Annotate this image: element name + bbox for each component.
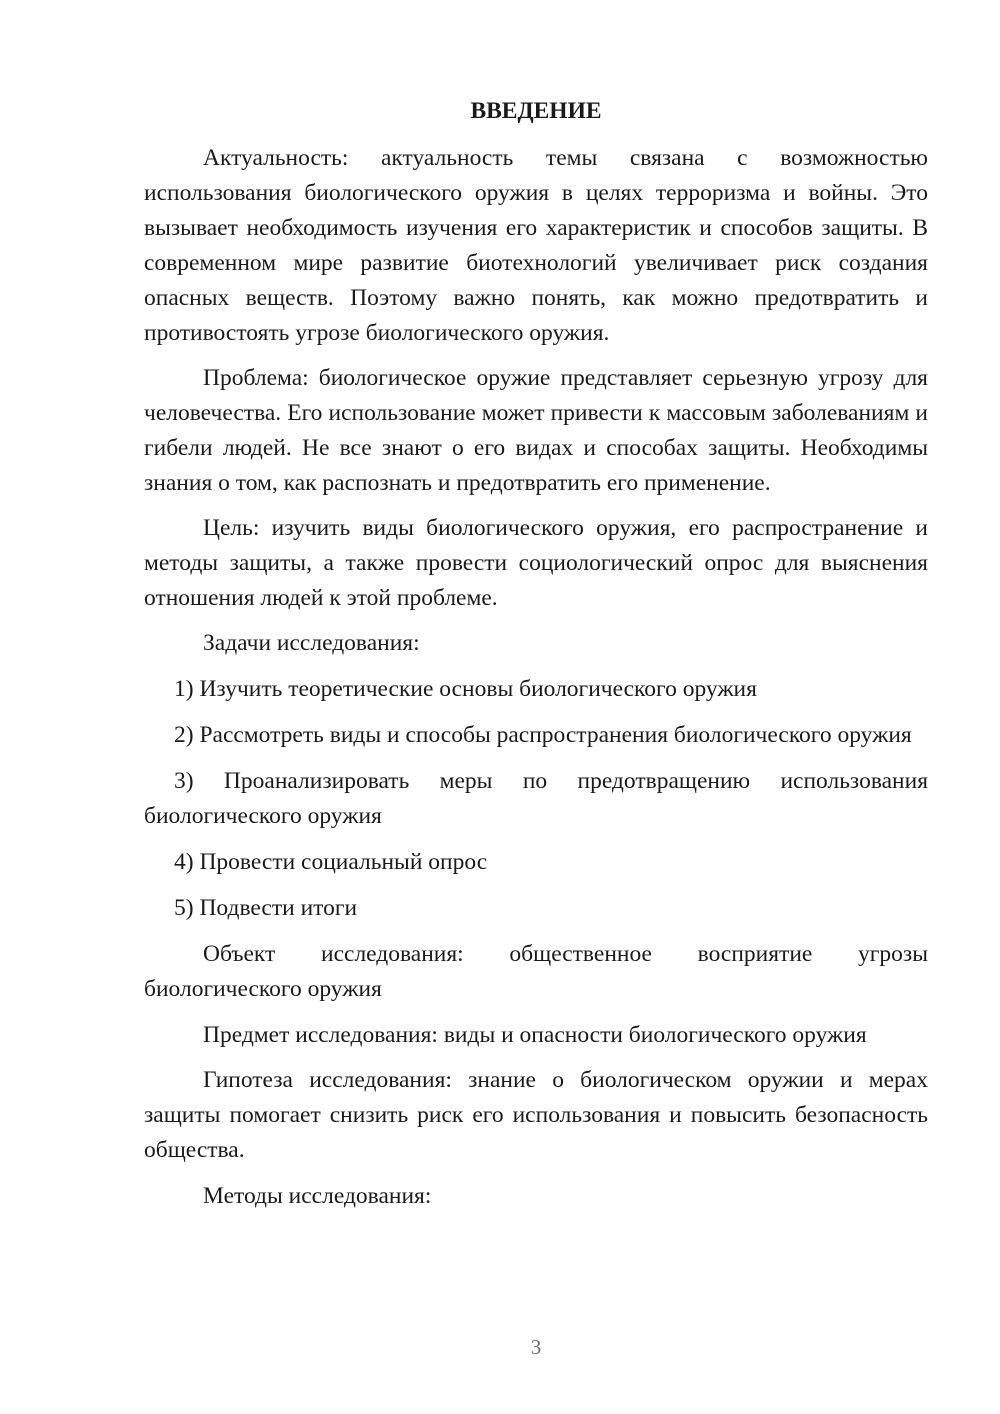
hypothesis-paragraph: Гипотеза исследования: знание о биологическом оружии и мерах защиты помогает снизить риск его использования и повысить безопасность общества. bbox=[144, 1067, 928, 1163]
problem-paragraph: Проблема: биологическое оружие представляет серьезную угрозу для человечества. Его использование может привести к массовым заболеваниям и гибели людей. Не все знают о его видах и способах защиты. Необходимы знания о том, как распознать и предотвратить его применение. bbox=[144, 365, 928, 496]
methods-heading: Методы исследования: bbox=[203, 1183, 432, 1209]
task-item-5: 5) Подвести итоги bbox=[174, 895, 358, 921]
tasks-heading: Задачи исследования: bbox=[203, 630, 420, 656]
task-item-4: 4) Провести социальный опрос bbox=[174, 849, 488, 875]
page-content bbox=[144, 141, 928, 1214]
task-item-3: 3) Проанализировать меры по предотвращению использования биологического оружия bbox=[144, 768, 928, 829]
task-item-1: 1) Изучить теоретические основы биологического оружия bbox=[174, 676, 757, 702]
relevance-paragraph: Актуальность: актуальность темы связана с возможностью использования биологического оружия в целях терроризма и войны. Это вызывает необходимость изучения его характеристик и способов защиты. В современном мире развитие биотехнологий увеличивает риск создания опасных веществ. Поэтому важно понять, как можно предотвратить и противостоять угрозе биологического оружия. bbox=[144, 145, 928, 346]
object-paragraph: Объект исследования: общественное восприятие угрозы биологического оружия bbox=[144, 941, 928, 1002]
subject-paragraph: Предмет исследования: виды и опасности биологического оружия bbox=[203, 1022, 867, 1048]
goal-paragraph: Цель: изучить виды биологического оружия, его распространение и методы защиты, а также провести социологический опрос для выяснения отношения людей к этой проблеме. bbox=[144, 515, 928, 611]
page-heading: ВВЕДЕНИЕ bbox=[470, 98, 602, 124]
task-item-2: 2) Рассмотреть виды и способы распространения биологического оружия bbox=[174, 722, 912, 748]
page-number: 3 bbox=[530, 1335, 542, 1359]
